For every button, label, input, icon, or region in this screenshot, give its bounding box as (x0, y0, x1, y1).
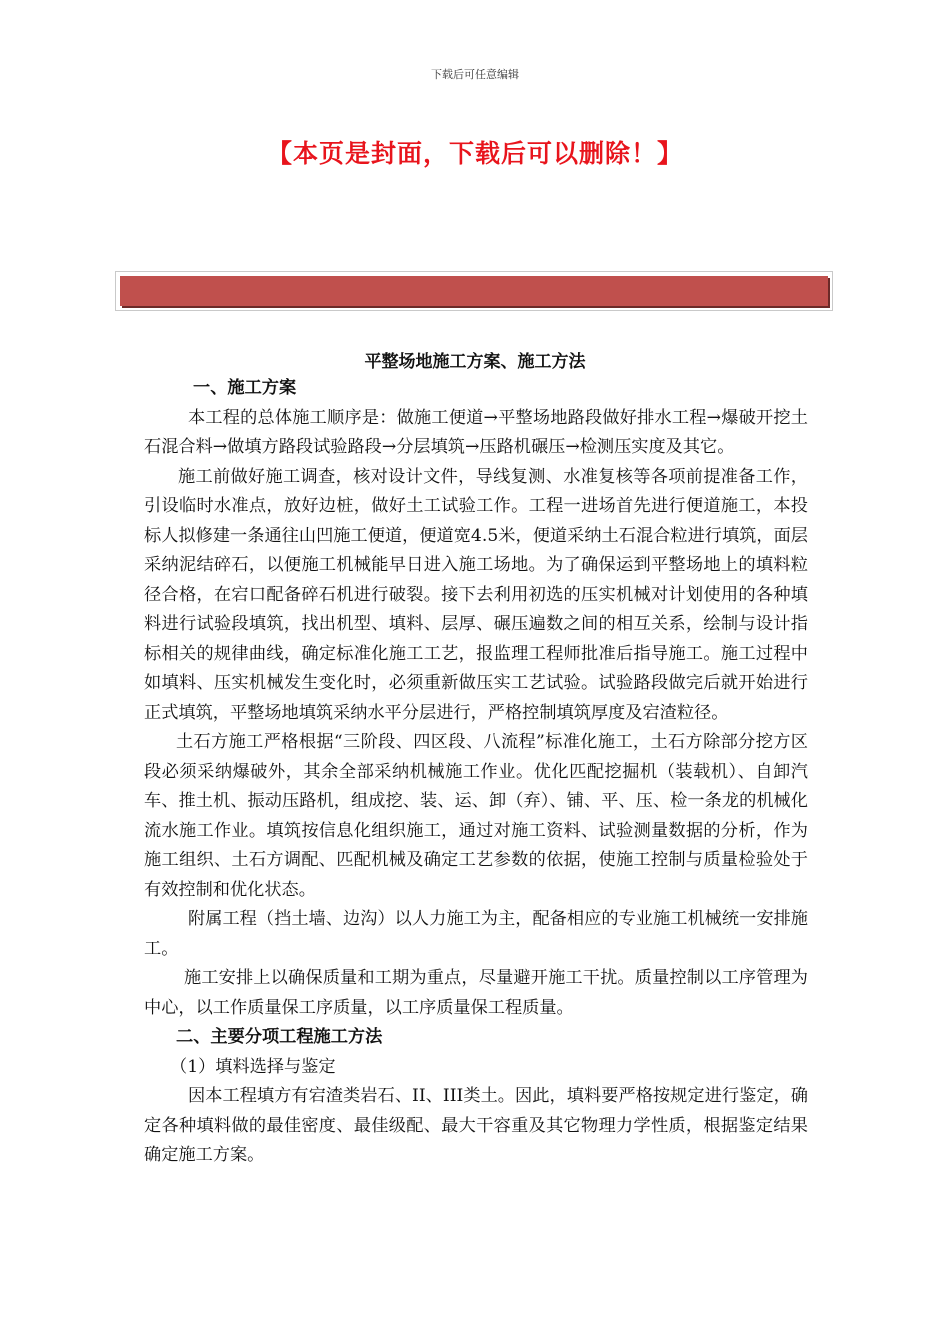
document-body (144, 374, 808, 1171)
paragraph-preparation: 施工前做好施工调查，核对设计文件，导线复测、水准复核等各项前提准备工作，引设临时水准点，放好边桩，做好土工试验工作。工程一进场首先进行便道施工，本投标人拟修建一条通往山凹施工便道，便道宽4.5米，便道采纳土石混合粒进行填筑，面层采纳泥结碎石，以便施工机械能早日进入施工场地。为了确保运到平整场地上的填料粒径合格，在宕口配备碎石机进行破裂。接下去利用初选的压实机械对计划使用的各种填料进行试验段填筑，找出机型、填料、层厚、碾压遍数之间的相互关系，绘制与设计指标相关的规律曲线，确定标准化施工工艺，报监理工程师批准后指导施工。施工过程中如填料、压实机械发生变化时，必须重新做压实工艺试验。试验路段做完后就开始进行正式填筑，平整场地填筑采纳水平分层进行，严格控制填筑厚度及宕渣粒径。 (144, 466, 808, 723)
paragraph-fill-material: 因本工程填方有宕渣类岩石、II、III类土。因此，填料要严格按规定进行鉴定，确定各种填料做的最佳密度、最佳级配、最大干容重及其它物理力学性质，根据鉴定结果确定施工方案。 (144, 1086, 808, 1165)
subsection-heading-fill-material: （1）填料选择与鉴定 (170, 1056, 336, 1077)
cover-delete-notice: 【本页是封面，下载后可以删除！】 (266, 139, 683, 168)
paragraph-ancillary-works: 附属工程（挡土墙、边沟）以人力施工为主，配备相应的专业施工机械统一安排施工。 (144, 909, 808, 959)
paragraph-overall-sequence: 本工程的总体施工顺序是：做施工便道→平整场地路段做好排水工程→爆破开挖土石混合料→做填方路段试验路段→分层填筑→压路机碾压→检测压实度及其它。 (144, 407, 808, 457)
paragraph-earthwork: 土石方施工严格根据“三阶段、四区段、八流程”标准化施工，土石方除部分挖方区段必须采纳爆破外，其余全部采纳机械施工作业。优化匹配挖掘机（装载机）、自卸汽车、推土机、振动压路机，组成挖、装、运、卸（弃）、铺、平、压、检一条龙的机械化流水施工作业。填筑按信息化组织施工，通过对施工资料、试验测量数据的分析，作为施工组织、土石方调配、匹配机械及确定工艺参数的依据，使施工控制与质量检验处于有效控制和优化状态。 (144, 732, 808, 900)
document-title: 平整场地施工方案、施工方法 (364, 352, 586, 372)
paragraph-schedule-quality: 施工安排上以确保质量和工期为重点，尽量避开施工干扰。质量控制以工序管理为中心，以工作质量保工序质量，以工序质量保工程质量。 (144, 968, 808, 1018)
section-heading-construction-plan: 一、施工方案 (193, 378, 297, 398)
section-heading-methods: 二、主要分项工程施工方法 (176, 1027, 383, 1047)
decorative-banner (115, 271, 833, 311)
banner-bar (120, 276, 828, 306)
page-header-note: 下载后可任意编辑 (431, 68, 519, 81)
